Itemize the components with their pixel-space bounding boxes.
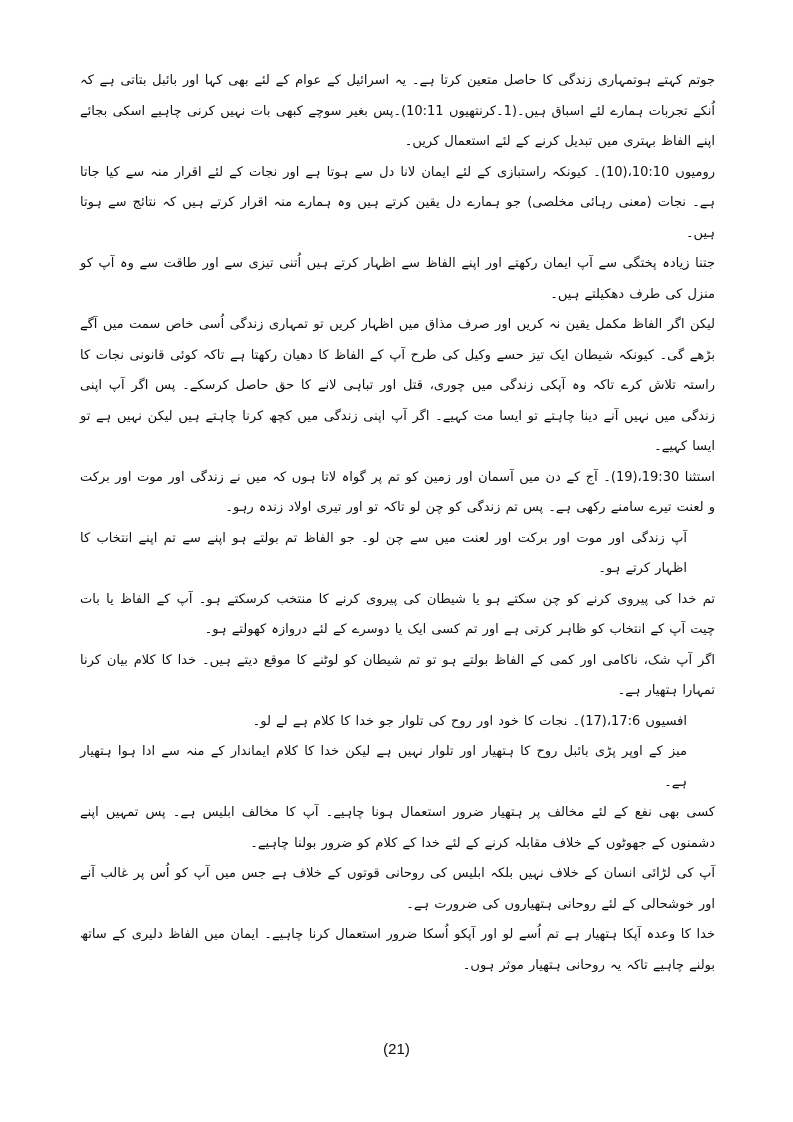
paragraph-12: آپ کی لڑائی انسان کے خلاف نہیں بلکہ ابلیس کی روحانی قوتوں کے خلاف ہے جس میں آپ کو اُس پر غالب آنے اور خوشحالی کے لئے روحانی ہتھیاروں کی ضرورت ہے۔ <box>80 866 715 912</box>
paragraph-10: میز کے اوپر پڑی بائبل روح کا ہتھیار اور تلوار نہیں ہے لیکن خدا کا کلام ایماندار کے منہ سے ادا ہوا ہتھیار ہے۔ <box>80 744 687 790</box>
paragraph-4: لیکن اگر الفاظ مکمل یقین نہ کریں اور صرف مذاق میں اظہار کریں تو تمہاری زندگی اُسی خاص سمت میں آگے بڑھے گی۔ کیونکہ شیطان ایک تیز حسے وکیل کی طرح آپ کے الفاظ کا دھیان رکھتا ہے تاکہ کوئی قانونی نجات کا راستہ تلاش کرے تاکہ وہ آپکی زندگی میں چوری، قتل اور تباہی لانے کا حق حاصل کرسکے۔ پس اگر آپ اپنی زندگی میں نہیں آنے دینا چاہتے تو ایسا مت کہیے۔ اگر آپ اپنی زندگی میں کچھ کرنا چاہتے ہیں لیکن نہیں ہے تو ایسا کہیے۔ <box>80 317 715 454</box>
paragraph-2: رومیوں 10:10،(10)۔ کیونکہ راستبازی کے لئے ایمان لانا دل سے ہوتا ہے اور نجات کے لئے اقرار منہ سے کیا جاتا ہے۔ نجات (معنی رہائی مخلصی) جو ہمارے دل یقین کرتے ہیں وہ ہمارے منہ اقرار کرتے ہیں کہ نتائج سے ہوتا ہیں۔ <box>80 164 716 241</box>
paragraph-8: اگر آپ شک، ناکامی اور کمی کے الفاظ بولتے ہو تو تم شیطان کو لوٹنے کا موقع دیتے ہیں۔ خدا کا کلام بیان کرنا تمہارا ہتھیار ہے۔ <box>80 652 715 698</box>
paragraph-1: جوتم کہتے ہوتمہاری زندگی کا حاصل متعین کرتا ہے۔ یہ اسرائیل کے عوام کے لئے بھی کہا اور بائبل بتاتی ہے کہ اُنکے تجربات ہمارے لئے اسباق ہیں۔(1۔کرنتھیوں 10:11)۔پس بغیر سوچے کبھی بات نہیں کرنی چاہیے اسکی بجائے اپنے الفاظ بہتری میں تبدیل کرنے کے لئے استعمال کریں۔ <box>80 73 715 149</box>
paragraph-7: تم خدا کی پیروی کرنے کو چن سکتے ہو یا شیطان کی پیروی کرنے کا منتخب کرسکتے ہو۔ آپ کے الفاظ یا بات چیت آپ کے انتخاب کو ظاہر کرتی ہے اور تم کسی ایک یا دوسرے کے لئے دروازہ کھولتے ہو۔ <box>80 591 715 637</box>
paragraph-5: استثنا 19:30،(19)۔ آج کے دن میں آسمان اور زمین کو تم پر گواہ لاتا ہوں کہ میں نے زندگی اور موت اور برکت و لعنت تیرے سامنے رکھی ہے۔ پس تم زندگی کو چن لو تاکہ تو اور تیری اولاد زندہ رہو۔ <box>80 469 715 515</box>
paragraph-13: خدا کا وعدہ آپکا ہتھیار ہے تم اُسے لو اور آپکو اُسکا ضرور استعمال کرنا چاہیے۔ ایمان میں الفاظ دلیری کے ساتھ بولنے چاہیے تاکہ یہ روحانی ہتھیار موثر ہوں۔ <box>80 927 715 973</box>
document-body <box>80 66 715 1066</box>
paragraph-6: آپ زندگی اور موت اور برکت اور لعنت میں سے چن لو۔ جو الفاظ تم بولتے ہو اپنے سے تم اپنے انتخاب کا اظہار کرتے ہو۔ <box>80 530 687 576</box>
page-number: (21) <box>383 1041 410 1058</box>
paragraph-11: کسی بھی نفع کے لئے مخالف پر ہتھیار ضرور استعمال ہونا چاہیے۔ آپ کا مخالف ابلیس ہے۔ پس تمہیں اپنے دشمنوں کے جھوٹوں کے خلاف مقابلہ کرنے کے لئے خدا کے کلام کو ضرور بولنا چاہیے۔ <box>80 805 715 851</box>
paragraph-9: افسیوں 17:6،(17)۔ نجات کا خود اور روح کی تلوار جو خدا کا کلام ہے لے لو۔ <box>252 713 687 729</box>
paragraph-3: جتنا زیادہ پختگی سے آپ ایمان رکھتے اور اپنے الفاظ سے اظہار کرتے ہیں اُتنی تیزی سے اور طاقت سے وہ آپ کو منزل کی طرف دھکیلتے ہیں۔ <box>80 256 715 302</box>
